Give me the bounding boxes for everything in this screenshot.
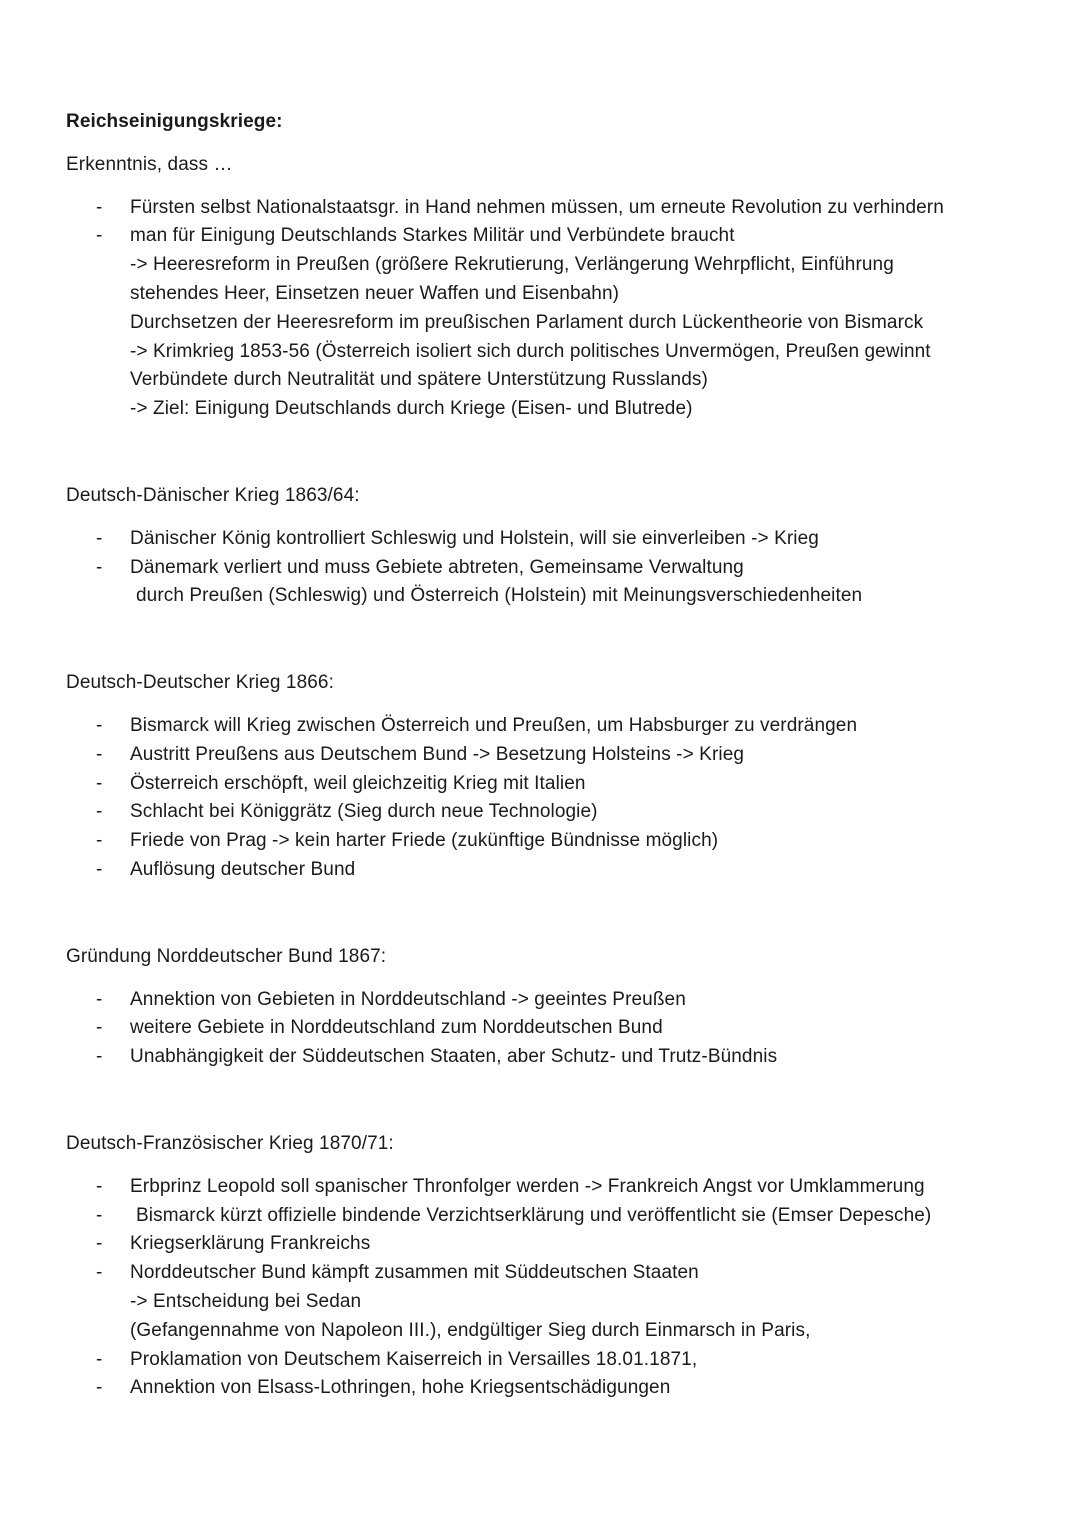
section [66, 611, 1026, 885]
list-item [66, 1043, 1026, 1072]
bullet-dash: - [96, 556, 103, 578]
list-item-text: Annektion von Gebieten in Norddeutschland -> geeintes Preußen [130, 988, 686, 1010]
section-heading: Deutsch-Deutscher Krieg 1866: [66, 672, 334, 694]
list-item [66, 986, 1026, 1015]
list-item [66, 741, 1026, 770]
list-item-text: weitere Gebiete in Norddeutschland zum Norddeutschen Bund [130, 1017, 663, 1039]
list-item-text: Bismarck kürzt offizielle bindende Verzichtserklärung und veröffentlicht sie (Emser Depesche) [136, 1204, 932, 1226]
bullet-dash: - [96, 225, 103, 247]
bullet-dash: - [96, 1348, 103, 1370]
section [66, 194, 1026, 424]
list-continuation: durch Preußen (Schleswig) und Österreich (Holstein) mit Meinungsverschiedenheiten [136, 585, 863, 607]
bullet-dash: - [96, 801, 103, 823]
bullet-dash: - [96, 196, 103, 218]
bullet-dash: - [96, 743, 103, 765]
document-page [66, 108, 1026, 1403]
bullet-dash: - [96, 1233, 103, 1255]
section [66, 424, 1026, 611]
bullet-dash: - [96, 527, 103, 549]
list-item [66, 1202, 1026, 1231]
section [66, 885, 1026, 1072]
list-item-text: Bismarck will Krieg zwischen Österreich und Preußen, um Habsburger zu verdrängen [130, 714, 858, 736]
bullet-dash: - [96, 1046, 103, 1068]
list-continuation: Verbündete durch Neutralität und spätere Unterstützung Russlands) [130, 369, 708, 391]
list-item [66, 194, 1026, 223]
bullet-dash: - [96, 1204, 103, 1226]
bullet-dash: - [96, 1377, 103, 1399]
list-item [66, 712, 1026, 741]
list-continuation: -> Ziel: Einigung Deutschlands durch Kriege (Eisen- und Blutrede) [130, 398, 693, 420]
list-item [66, 1014, 1026, 1043]
list-item-text: Fürsten selbst Nationalstaatsgr. in Hand nehmen müssen, um erneute Revolution zu verhindern [130, 196, 944, 218]
section-heading: Deutsch-Dänischer Krieg 1863/64: [66, 484, 360, 506]
section [66, 1072, 1026, 1403]
list-item-text: Dänemark verliert und muss Gebiete abtreten, Gemeinsame Verwaltung [130, 556, 744, 578]
list-continuation: -> Entscheidung bei Sedan [130, 1290, 362, 1312]
list-item-text: Austritt Preußens aus Deutschem Bund -> Besetzung Holsteins -> Krieg [130, 743, 745, 765]
list-item-text: Proklamation von Deutschem Kaiserreich in Versailles 18.01.1871, [130, 1348, 698, 1370]
bullet-dash: - [96, 772, 103, 794]
list-item [66, 827, 1026, 856]
bullet-dash: - [96, 1262, 103, 1284]
list-item-text: Auflösung deutscher Bund [130, 858, 356, 880]
list-continuation: Durchsetzen der Heeresreform im preußischen Parlament durch Lückentheorie von Bismarck [130, 311, 924, 333]
list-item [66, 770, 1026, 799]
list-item-text: man für Einigung Deutschlands Starkes Militär und Verbündete braucht [130, 225, 735, 247]
list-item-text: Kriegserklärung Frankreichs [130, 1233, 371, 1255]
bullet-dash: - [96, 1175, 103, 1197]
list-item-text: Annektion von Elsass-Lothringen, hohe Kriegsentschädigungen [130, 1377, 671, 1399]
bullet-dash: - [96, 714, 103, 736]
list-item-text: Norddeutscher Bund kämpft zusammen mit Süddeutschen Staaten [130, 1262, 699, 1284]
list-item-text: Österreich erschöpft, weil gleichzeitig Krieg mit Italien [130, 772, 586, 794]
list-item-text: Erbprinz Leopold soll spanischer Thronfolger werden -> Frankreich Angst vor Umklammerung [130, 1175, 925, 1197]
list-continuation: stehendes Heer, Einsetzen neuer Waffen und Eisenbahn) [130, 282, 620, 304]
list-continuation: -> Krimkrieg 1853-56 (Österreich isoliert sich durch politisches Unvermögen, Preußen gewinnt [130, 340, 931, 362]
document-title: Reichseinigungskriege: [66, 111, 283, 132]
section-heading: Deutsch-Französischer Krieg 1870/71: [66, 1132, 394, 1154]
list-item [66, 222, 1026, 251]
bullet-dash: - [96, 830, 103, 852]
list-item [66, 525, 1026, 554]
list-item-text: Friede von Prag -> kein harter Friede (zukünftige Bündnisse möglich) [130, 830, 719, 852]
list-item-text: Unabhängigkeit der Süddeutschen Staaten, aber Schutz- und Trutz-Bündnis [130, 1046, 778, 1068]
list-item [66, 554, 1026, 583]
list-item [66, 1230, 1026, 1259]
list-item-text: Dänischer König kontrolliert Schleswig und Holstein, will sie einverleiben -> Krieg [130, 527, 819, 549]
bullet-dash: - [96, 858, 103, 880]
list-item [66, 1173, 1026, 1202]
list-continuation: (Gefangennahme von Napoleon III.), endgültiger Sieg durch Einmarsch in Paris, [130, 1319, 811, 1341]
list-item [66, 1346, 1026, 1375]
list-item [66, 798, 1026, 827]
intro-text: Erkenntnis, dass … [66, 153, 233, 175]
list-item [66, 1259, 1026, 1288]
list-item [66, 1374, 1026, 1403]
section-heading: Gründung Norddeutscher Bund 1867: [66, 945, 387, 967]
list-continuation: -> Heeresreform in Preußen (größere Rekrutierung, Verlängerung Wehrpflicht, Einführung [130, 254, 894, 276]
bullet-dash: - [96, 988, 103, 1010]
list-item [66, 856, 1026, 885]
list-item-text: Schlacht bei Königgrätz (Sieg durch neue Technologie) [130, 801, 598, 823]
bullet-dash: - [96, 1017, 103, 1039]
